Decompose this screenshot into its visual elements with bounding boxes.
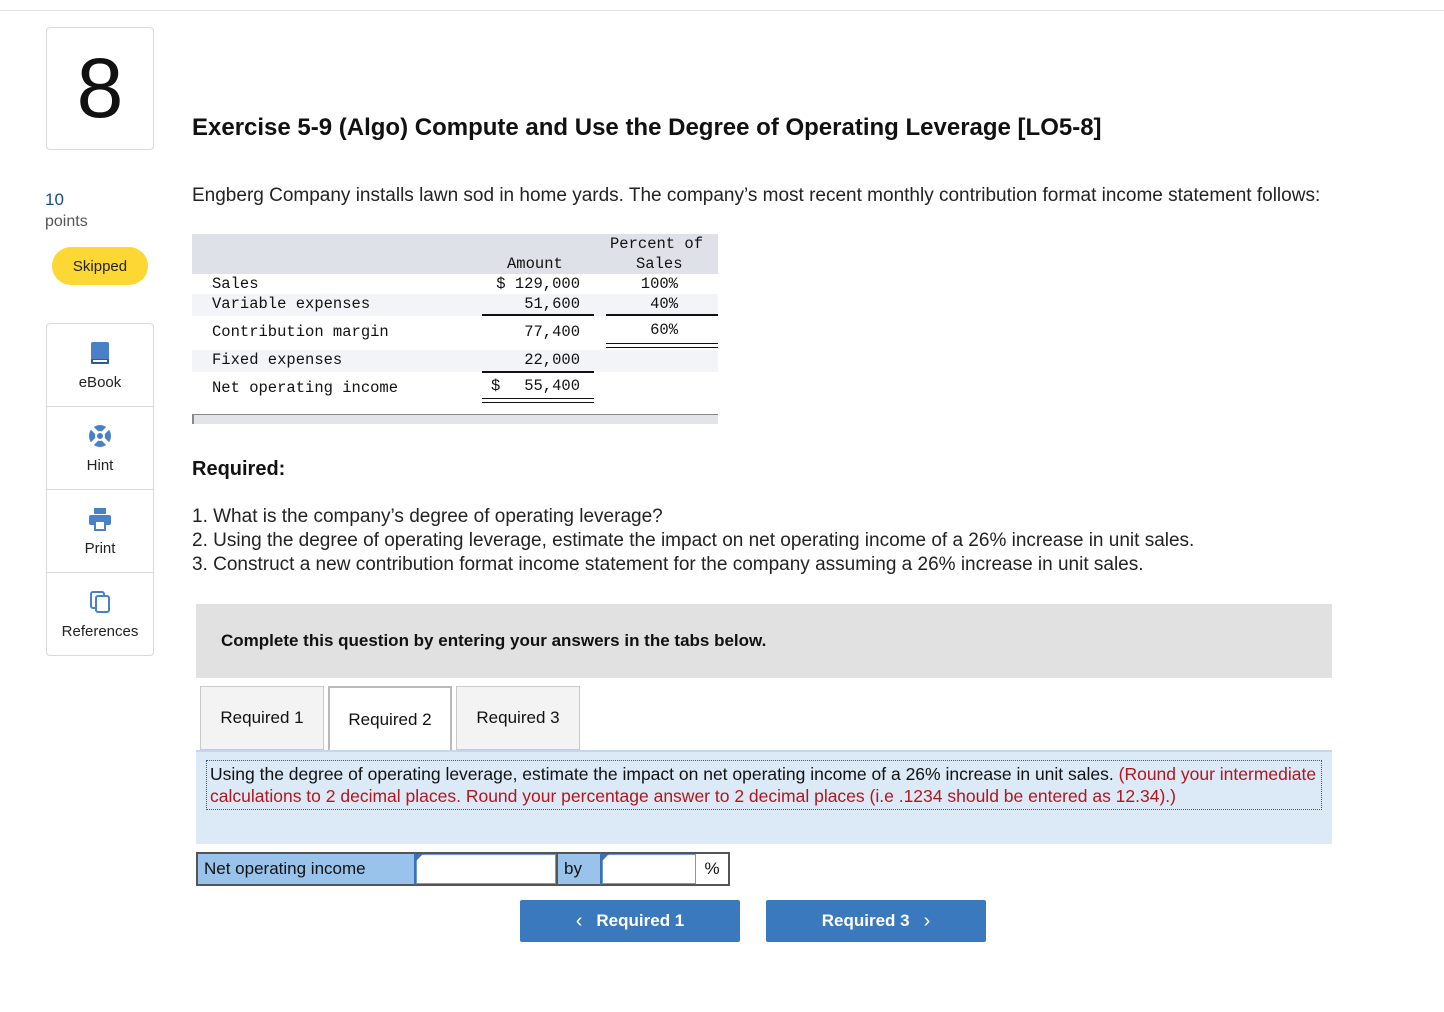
header-amount: Amount (507, 255, 563, 273)
chevron-right-icon: › (923, 909, 931, 932)
input-flag-icon (602, 854, 609, 861)
row-amount-cm: 77,400 (524, 323, 580, 341)
answer-label: Net operating income (196, 852, 416, 886)
status-badge: Skipped (52, 247, 148, 285)
instruction-text: Using the degree of operating leverage, estimate the impact on net operating income of a 26% increase in unit sales. (210, 764, 1114, 784)
percent-input[interactable] (602, 854, 696, 884)
references-label: References (61, 622, 139, 640)
tab-required-3[interactable]: Required 3 (456, 686, 580, 750)
hint-label: Hint (86, 456, 114, 474)
required-list (192, 505, 1194, 577)
input-flag-icon (416, 854, 423, 861)
row-percent-sales: 100% (640, 275, 678, 293)
instruction-panel (196, 752, 1332, 844)
question-number (46, 27, 154, 150)
lifebuoy-icon (87, 423, 113, 449)
references-button[interactable] (46, 572, 154, 656)
tools-panel (46, 323, 154, 656)
required-item: 3. Construct a new contribution format income statement for the company assuming a 26% increase in unit sales. (192, 554, 1144, 575)
printer-icon (87, 506, 113, 532)
row-label-sales: Sales (212, 275, 259, 293)
row-label-noi: Net operating income (212, 379, 399, 397)
next-button-label: Required 3 (821, 911, 910, 930)
row-amount-noi: 55,400 (524, 377, 580, 395)
double-rule (606, 343, 718, 344)
double-rule (482, 402, 594, 403)
by-label: by (556, 852, 602, 886)
rule (482, 371, 594, 373)
row-percent-variable: 40% (650, 295, 678, 313)
row-amount-sales: $ 129,000 (496, 275, 580, 293)
double-rule (606, 347, 718, 348)
row-percent-cm: 60% (650, 321, 678, 339)
hint-button[interactable] (46, 406, 154, 489)
points-value: 10 (45, 190, 64, 209)
rounding-note: (Round your intermediate calculations to 2 decimal places. Round your percentage answer to 2 decimal places (i.e .1234 should be entered as 12.34).) (210, 764, 1317, 806)
print-button[interactable] (46, 489, 154, 572)
required-item: 2. Using the degree of operating leverage, estimate the impact on net operating income of a 26% increase in unit sales. (192, 530, 1195, 551)
row-label-cm: Contribution margin (212, 323, 389, 341)
tab-required-1[interactable]: Required 1 (200, 686, 324, 750)
row-amount-variable: 51,600 (524, 295, 580, 313)
required-item: 1. What is the company’s degree of operating leverage? (192, 506, 663, 527)
income-statement (192, 234, 718, 424)
noi-change-input[interactable] (416, 854, 556, 884)
required-heading: Required: (192, 458, 286, 480)
exercise-title: Exercise 5-9 (Algo) Compute and Use the Degree of Operating Leverage [LO5-8] (192, 114, 1102, 141)
statement-footer-line (192, 414, 718, 415)
complete-banner: Complete this question by entering your answers in the tabs below. (196, 604, 1332, 678)
percent-field[interactable] (600, 852, 698, 886)
rule (606, 314, 718, 316)
top-divider (0, 10, 1444, 11)
print-label: Print (84, 539, 116, 557)
copy-icon (87, 589, 113, 615)
book-icon (87, 340, 113, 366)
prev-required-button[interactable] (520, 900, 740, 942)
noi-change-field[interactable] (414, 852, 558, 886)
chevron-left-icon: ‹ (575, 909, 583, 932)
row-label-fixed: Fixed expenses (212, 351, 343, 369)
tab-required-2[interactable]: Required 2 (328, 686, 452, 752)
intro-text: Engberg Company installs lawn sod in home yards. The company’s most recent monthly contribution format income statement follows: (192, 185, 1321, 206)
points-label: points (45, 213, 88, 230)
prev-button-label: Required 1 (596, 911, 685, 930)
question-number-text: 8 (76, 41, 124, 135)
row-amount-symbol-noi: $ (491, 377, 501, 395)
ebook-button[interactable] (46, 323, 154, 406)
ebook-label: eBook (78, 373, 122, 391)
double-rule (482, 398, 594, 399)
rule (482, 314, 594, 316)
next-required-button[interactable] (766, 900, 986, 942)
row-label-variable: Variable expenses (212, 295, 371, 313)
statement-footer-tick (192, 414, 194, 424)
instruction-box (206, 760, 1322, 810)
row-amount-fixed: 22,000 (524, 351, 580, 369)
statement-footer (192, 414, 718, 424)
header-percent-line1: Percent of (610, 235, 704, 253)
header-percent-line2: Sales (636, 255, 683, 273)
percent-suffix: % (696, 852, 730, 886)
